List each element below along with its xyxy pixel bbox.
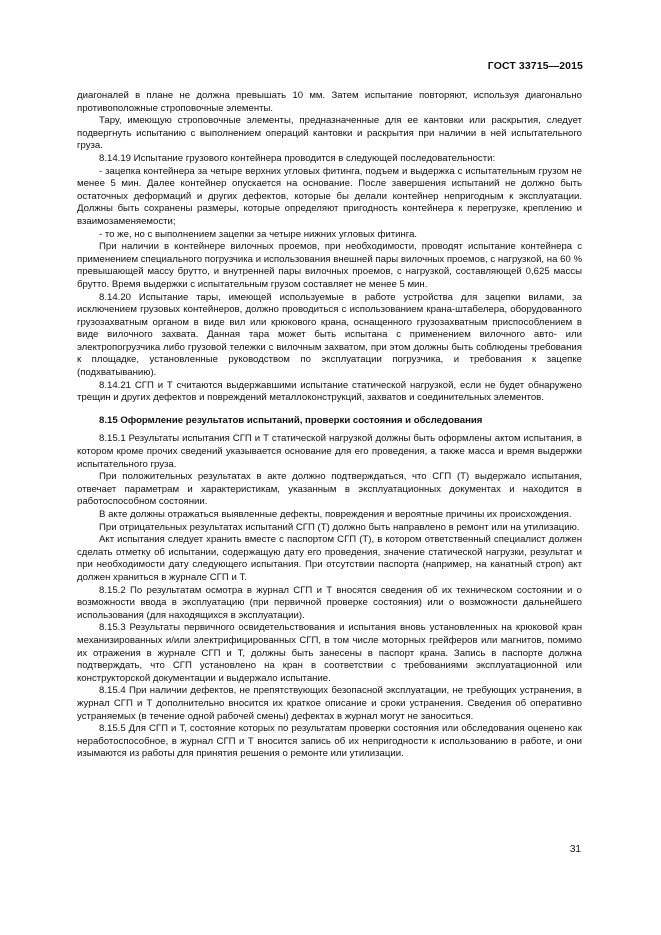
paragraph: В акте должны отражаться выявленные дефекты, повреждения и вероятные причины их происхождения. [99,509,572,520]
paragraph: 8.15.2 По результатам осмотра в журнал СГП и Т вносятся сведения об их техническом состоянии и о возможности ввода в эксплуатацию (при первичной проверке состояния) или о возможности дальнейшего использования (для находящихся в эксплуатации). [77,584,582,621]
paragraph: диагоналей в плане не должна превышать 10 мм. Затем испытание повторяют, используя диагонально противоположные строповочные элементы. [77,90,582,114]
paragraph: 8.14.20 Испытание тары, имеющей используемые в работе устройства для зацепки вилами, за исключением грузовых контейнеров, должно проводиться с использованием крана-штабелера, оборудованного грузозахватным органом в виде вил или крюкового крана, оснащенного грузозахватным приспособлением в виде вилочного захвата. Данная тара может быть испытана с применением вилочного авто- или электропогрузчика либо грузовой тележки с вилочным захватом, при этом должны быть соблюдены требования к площадке, установленные руководством по эксплуатации погрузчика, и требования к зацепке (подхватыванию). [77,291,582,379]
paragraph: 8.14.19 Испытание грузового контейнера проводится в следующей последовательности: [99,152,496,164]
paragraph: При положительных результатах в акте должно подтверждаться, что СГП (Т) выдержало испытания, отвечает параметрам и характеристикам, указанным в эксплуатационных документах и находится в работоспособном состоянии. [77,471,582,508]
section-title: 8.15 Оформление результатов испытаний, проверки состояния и обследования [99,414,483,426]
document-body [77,90,582,761]
paragraph: Акт испытания следует хранить вместе с паспортом СГП (Т), в котором ответственный специалист должен сделать отметку об испытании, содержащую дату его проведения, значение статической нагрузки, результат и при необходимости дату следующего испытания. При отсутствии паспорта (например, на канатный строп) акт должен храниться в журнале СГП и Т. [77,534,582,583]
paragraph: 8.14.21 СГП и Т считаются выдержавшими испытание статической нагрузкой, если не будет обнаружено трещин и других дефектов и повреждений металлоконструкций, захватов и соединительных элементов. [77,379,582,404]
paragraph: 8.15.4 При наличии дефектов, не препятствующих безопасной эксплуатации, не требующих устранения, в журнал СГП и Т дополнительно вносится их краткое описание и сроки устранения. Сведения об оперативно устраняемых (в течение одной рабочей смены) дефектах в журнал могут не заноситься. [77,685,582,722]
document-header: ГОСТ 33715—2015 [487,60,583,72]
page-number: 31 [569,844,581,855]
paragraph: При наличии в контейнере вилочных проемов, при необходимости, проводят испытание контейнера с применением специального погрузчика и использования внешней пары вилочных проемов, с нагрузкой, на 60 % превышающей массу брутто, и внутренней пары вилочных проемов, с нагрузкой, составляющей 0,625 массы брутто. Время выдержки с испытательным грузом составляет не менее 5 мин. [77,241,582,290]
paragraph: Тару, имеющую строповочные элементы, предназначенные для ее кантовки или раскрытия, следует подвергнуть испытанию с выполнением операций кантовки и раскрытия при наличии в ней испытательного груза. [77,115,582,152]
paragraph: - зацепка контейнера за четыре верхних угловых фитинга, подъем и выдержка с испытательным грузом не менее 5 мин. Далее контейнер опускается на основание. После завершения испытаний не должно быть остаточных деформаций и других дефектов, которые бы делали контейнер непригодным к эксплуатации. Должны быть сохранены размеры, которые определяют пригодность контейнера к перегрузке, креплению и взаимозаменяемости; [77,165,582,227]
paragraph: 8.15.5 Для СГП и Т, состояние которых по результатам проверки состояния или обследования оценено как неработоспособное, в журнал СГП и Т вносится запись об их непригодности к использованию в работе, и они изымаются из работы для принятия решения о ремонте или утилизации. [77,723,582,760]
paragraphs-before-section [77,90,582,405]
paragraph: 8.15.1 Результаты испытания СГП и Т статической нагрузкой должны быть оформлены актом испытания, в котором кроме прочих сведений указывается основание для его проведения, а также масса и время выдержки испытательного груза. [77,433,582,470]
paragraphs-after-section [77,433,582,760]
paragraph: - то же, но с выполнением зацепки за четыре нижних угловых фитинга. [99,228,418,240]
paragraph: 8.15.3 Результаты первичного освидетельствования и испытания вновь установленных на крюковой кран механизированных и/или электрифицированных СГП, в том числе моторных грейферов или магнитов, помимо их отражения в журнале СГП и Т, должны быть занесены в паспорт крана. Запись в паспорте должна подтверждать, что СГП установлено на кран в соответствии с требованиями эксплуатационной или конструкторской документации и выдержало испытание. [77,622,582,684]
paragraph: При отрицательных результатах испытаний СГП (Т) должно быть направлено в ремонт или на утилизацию. [99,521,580,533]
